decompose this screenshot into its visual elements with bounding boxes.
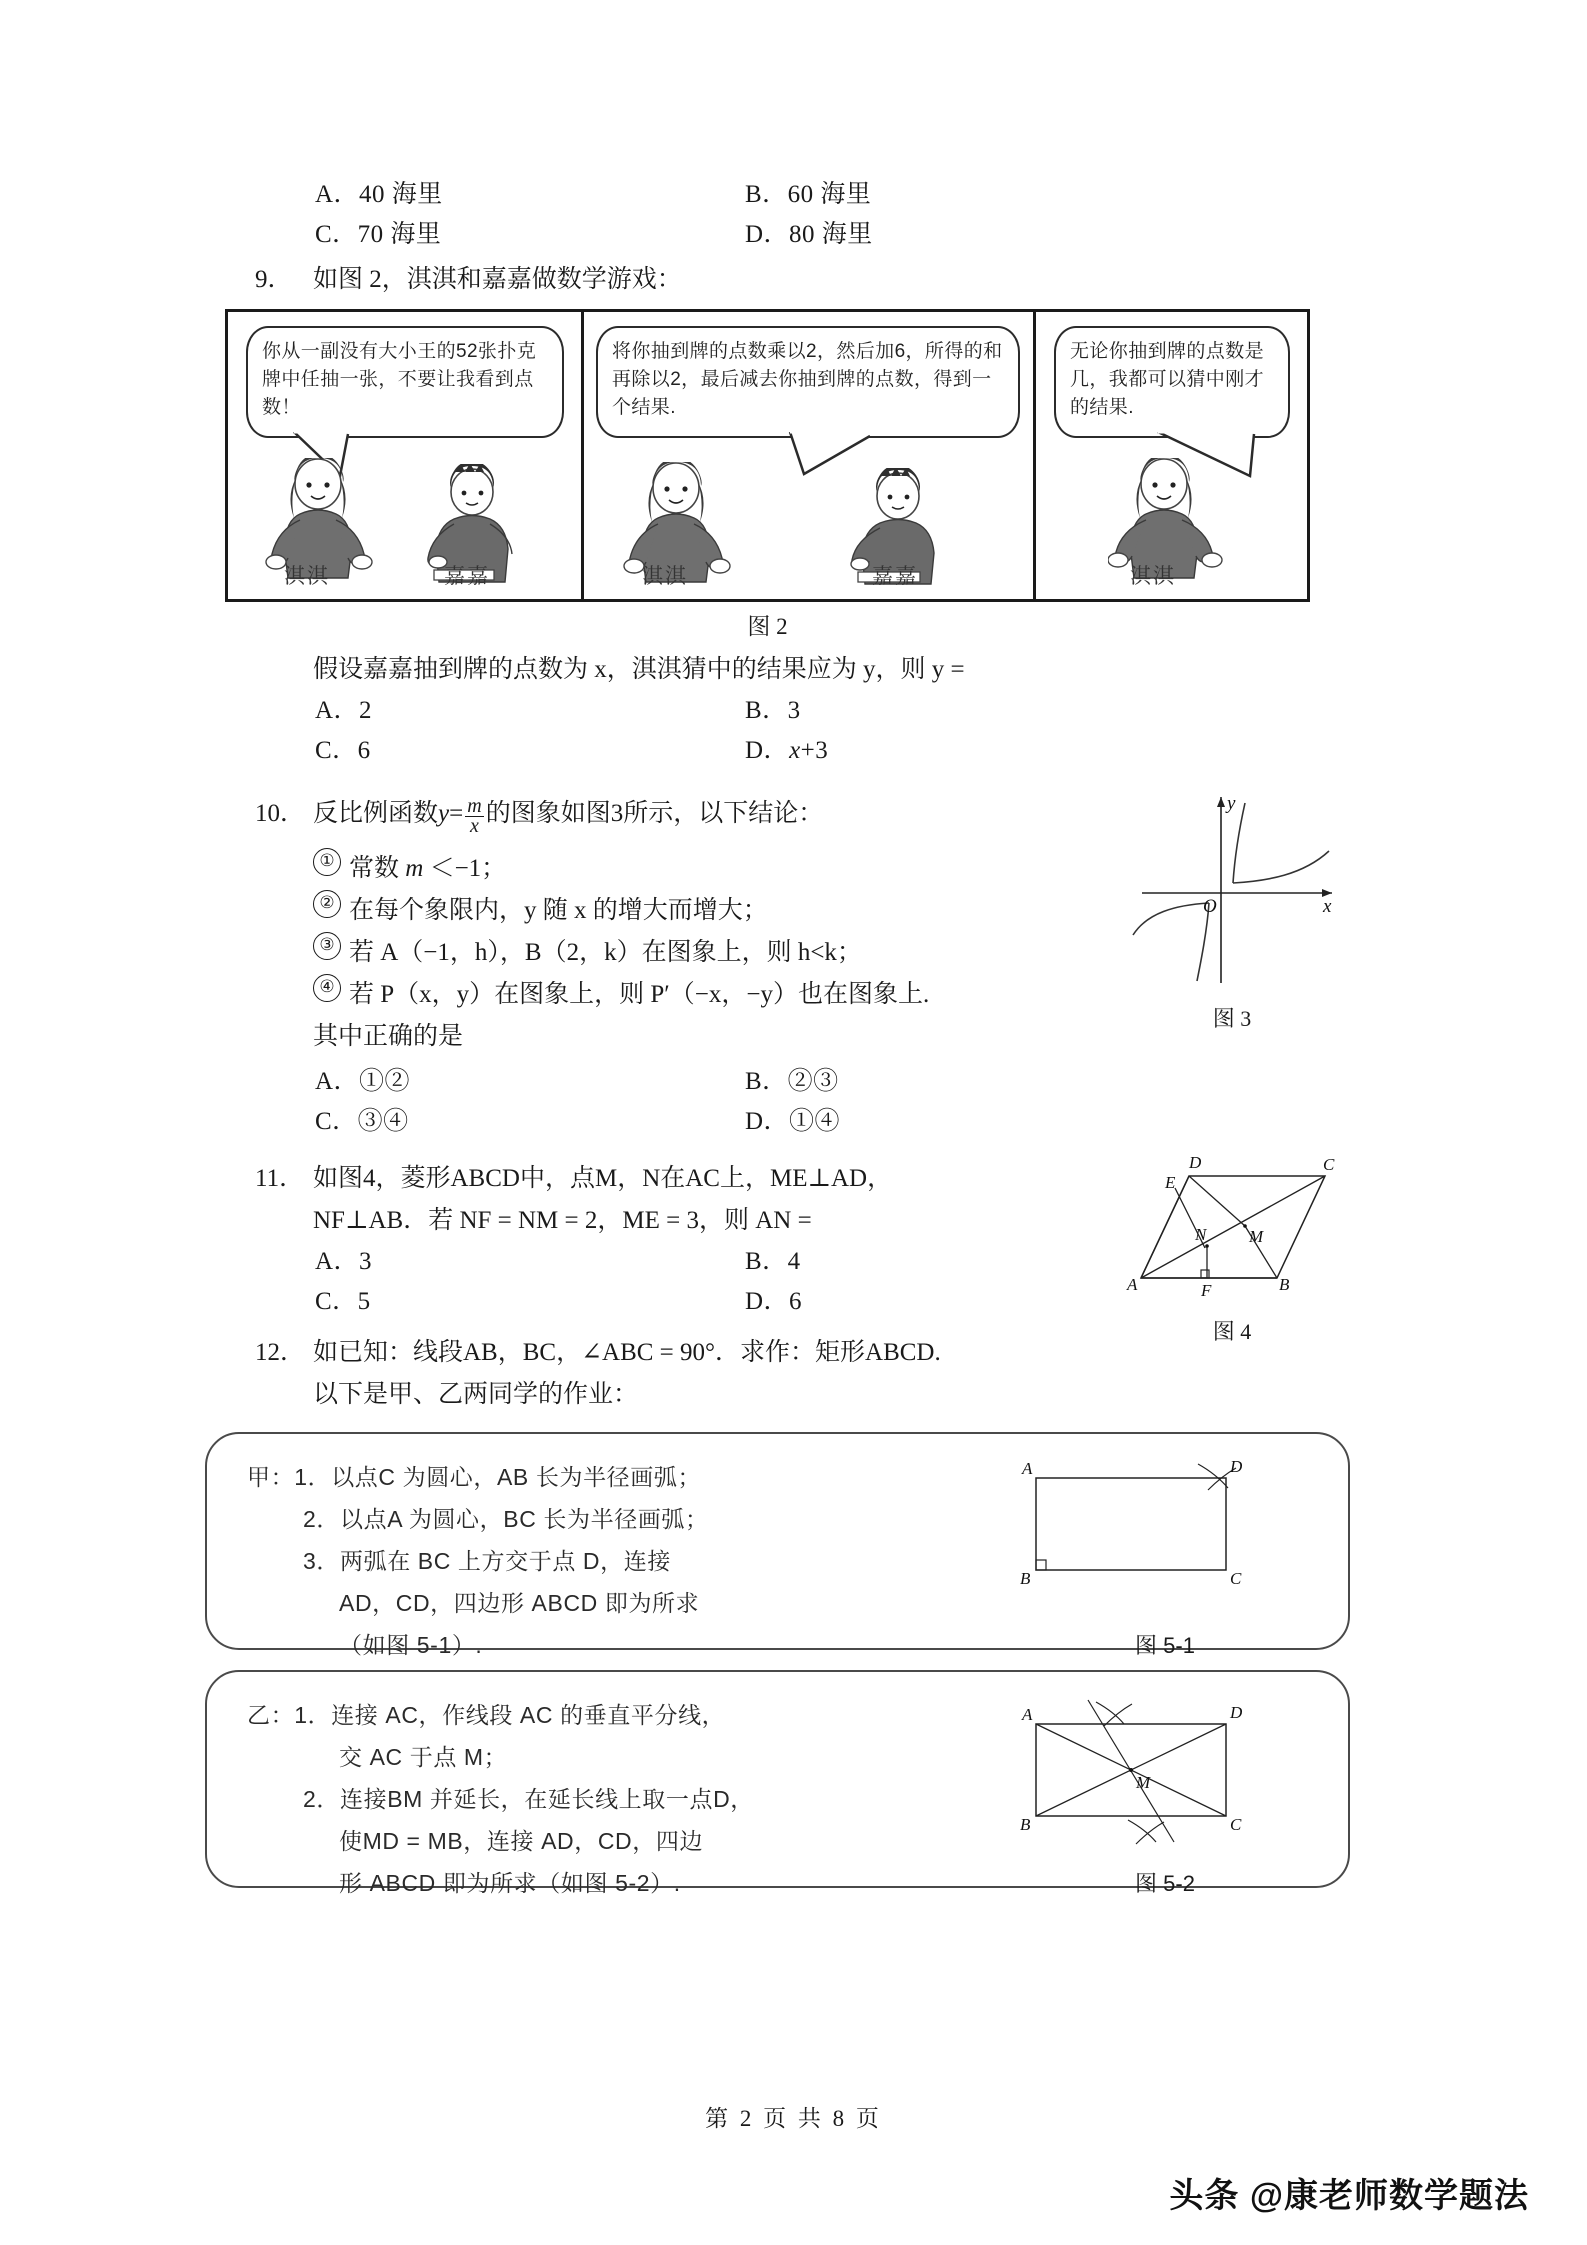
q10-option-row-1 xyxy=(255,1062,1345,1102)
figure5-2-caption: 图 5-2 xyxy=(1135,1871,1195,1896)
figure4-caption: 图 4 xyxy=(1212,1319,1252,1344)
solution-jia-step-1: 甲：1．以点C 为圆心，AB 长为半径画弧； xyxy=(247,1464,702,1490)
q10-option-d: D．①④ xyxy=(745,1108,841,1135)
page-footer: 第 2 页 共 8 页 xyxy=(705,2106,882,2131)
solution-yi-step-2: 交 AC 于点 M； xyxy=(339,1744,508,1770)
comic-panel-3-label: 淇淇 xyxy=(1130,565,1176,588)
solution-yi-step-1: 乙：1．连接 AC，作线段 AC 的垂直平分线， xyxy=(247,1702,726,1728)
svg-text:M: M xyxy=(1249,1227,1264,1246)
q9-option-d: D．x+3 xyxy=(745,737,829,764)
svg-text:E: E xyxy=(1165,1173,1176,1192)
q10-fraction xyxy=(465,797,483,836)
q11-option-c: C．5 xyxy=(315,1288,371,1315)
comic-panel-1-label-left: 淇淇 xyxy=(284,565,330,588)
svg-text:C: C xyxy=(1323,1155,1335,1174)
comic-strip-figure2 xyxy=(225,309,1310,602)
q12-number: 12． xyxy=(255,1339,306,1366)
q9-option-b: B．3 xyxy=(745,697,801,724)
svg-text:A: A xyxy=(1022,1705,1033,1724)
solution-jia-text xyxy=(247,1456,1000,1666)
solution-yi-step-3: 2．连接BM 并延长，在延长线上取一点D， xyxy=(303,1786,754,1812)
q10-stem-pre: 反比例函数 xyxy=(313,800,439,827)
solution-jia-step-4: AD，CD，四边形 ABCD 即为所求 xyxy=(339,1590,700,1616)
q10-block xyxy=(255,793,1345,1142)
comic-panel-2-label-right: 嘉嘉 xyxy=(872,565,918,588)
q8-option-d: D．80 海里 xyxy=(745,221,873,248)
comic-panel-2 xyxy=(584,312,1036,599)
svg-text:A: A xyxy=(1022,1459,1033,1478)
svg-text:D: D xyxy=(1230,1703,1243,1722)
q10-tail: 其中正确的是 xyxy=(313,1023,464,1050)
figure4-rhombus xyxy=(1117,1148,1347,1346)
q10-item-3-marker: ③ xyxy=(313,932,341,960)
svg-text:N: N xyxy=(1195,1225,1207,1244)
q9-stem-text: 如图 2，淇淇和嘉嘉做数学游戏： xyxy=(313,266,682,293)
q8-option-a: A．40 海里 xyxy=(315,181,443,208)
q10-item-1-marker: ① xyxy=(313,848,341,876)
figure2-caption: 图 2 xyxy=(747,614,788,639)
figure3-hyperbola xyxy=(1117,785,1347,1033)
q10-fraction-denominator: x xyxy=(470,815,479,837)
solution-jia-step-3: 3．两弧在 BC 上方交于点 D，连接 xyxy=(303,1548,671,1574)
q10-number: 10． xyxy=(255,800,306,827)
speech-bubble-3: 无论你抽到牌的点数是几，我都可以猜中刚才的结果. xyxy=(1054,326,1290,438)
figure5-2 xyxy=(1000,1694,1330,1904)
q10-item-4-text: 若 P（x，y）在图象上，则 P′（−x，−y）也在图象上. xyxy=(349,981,930,1008)
svg-text:x: x xyxy=(1323,896,1332,917)
comic-panel-3 xyxy=(1036,312,1304,599)
svg-text:D: D xyxy=(1189,1153,1202,1172)
q10-item-1-text: 常数 m ＜−1； xyxy=(349,855,507,882)
q10-stem-post: 的图象如图3所示，以下结论： xyxy=(485,800,824,827)
q10-fraction-numerator: m xyxy=(467,795,482,817)
figure5-1-graph-icon xyxy=(1000,1456,1300,1606)
q11-line1: 如图4，菱形ABCD中，点M，N在AC上，ME⊥AD， xyxy=(313,1165,893,1192)
q9-option-c: C．6 xyxy=(315,737,371,764)
q10-option-a: A．①② xyxy=(315,1068,411,1095)
figure5-1-caption: 图 5-1 xyxy=(1135,1633,1195,1658)
q10-option-row-2 xyxy=(255,1102,1345,1142)
svg-text:A: A xyxy=(1127,1275,1138,1294)
q11-number: 11． xyxy=(255,1165,305,1192)
speech-bubble-2: 将你抽到牌的点数乘以2，然后加6，所得的和再除以2，最后减去你抽到牌的点数，得到一个结果. xyxy=(596,326,1020,438)
q10-item-3-text: 若 A（−1，h），B（2，k）在图象上，则 h<k； xyxy=(349,939,862,966)
q8-option-row-2 xyxy=(255,215,1345,255)
q9-number: 9． xyxy=(255,266,293,293)
solution-box-yi xyxy=(205,1670,1350,1896)
q9-option-row-2 xyxy=(255,731,1345,771)
page-content xyxy=(247,175,1345,1896)
q9-stem xyxy=(255,259,1345,301)
q8-option-row-1 xyxy=(255,175,1345,215)
speech-bubble-1: 你从一副没有大小王的52张扑克牌中任抽一张，不要让我看到点数！ xyxy=(246,326,564,438)
comic-panel-1-label-right: 嘉嘉 xyxy=(444,565,490,588)
figure5-2-graph-icon xyxy=(1000,1694,1300,1854)
q11-block xyxy=(255,1153,1345,1344)
q12-line2: 以下是甲、乙两同学的作业： xyxy=(313,1381,639,1408)
figure5-1 xyxy=(1000,1456,1330,1666)
q10-option-c: C．③④ xyxy=(315,1108,409,1135)
svg-text:O: O xyxy=(1203,896,1217,917)
q11-option-a: A．3 xyxy=(315,1248,373,1275)
svg-text:M: M xyxy=(1136,1773,1151,1792)
svg-text:C: C xyxy=(1230,1815,1242,1834)
solution-box-jia xyxy=(205,1432,1350,1658)
svg-text:B: B xyxy=(1020,1569,1031,1588)
q10-item-4-marker: ④ xyxy=(313,974,341,1002)
comic-panel-1 xyxy=(228,312,584,599)
solution-yi-text xyxy=(247,1694,1000,1904)
watermark: 头条 @康老师数学题法 xyxy=(1169,2177,1529,2215)
q8-option-c: C．70 海里 xyxy=(315,221,442,248)
svg-text:C: C xyxy=(1230,1569,1242,1588)
q11-option-d: D．6 xyxy=(745,1288,803,1315)
q12-block xyxy=(247,1332,1345,1896)
solution-yi-step-4: 使MD = MB，连接 AD，CD，四边 xyxy=(339,1828,704,1854)
figure3-graph-icon xyxy=(1117,785,1347,995)
q10-eq-sign: = xyxy=(449,800,464,827)
solution-jia-step-5: （如图 5-1）. xyxy=(339,1632,483,1658)
q9-option-row-1 xyxy=(255,691,1345,731)
q8-option-b: B．60 海里 xyxy=(745,181,872,208)
q10-option-b: B．②③ xyxy=(745,1068,839,1095)
q11-option-b: B．4 xyxy=(745,1248,801,1275)
svg-text:y: y xyxy=(1227,793,1236,814)
q10-item-2-text: 在每个象限内，y 随 x 的增大而增大； xyxy=(349,897,768,924)
figure4-graph-icon xyxy=(1117,1148,1347,1308)
solution-yi-step-5: 形 ABCD 即为所求（如图 5-2）. xyxy=(339,1870,681,1896)
q12-line1: 如已知：线段AB，BC，∠ABC = 90°．求作：矩形ABCD. xyxy=(313,1339,941,1366)
solution-jia-step-2: 2．以点A 为圆心，BC 长为半径画弧； xyxy=(303,1506,709,1532)
svg-text:F: F xyxy=(1201,1281,1212,1300)
q9-option-a: A．2 xyxy=(315,697,373,724)
q11-line2: NF⊥AB．若 NF = NM = 2，ME = 3，则 AN = xyxy=(313,1207,812,1234)
comic-panel-2-label-left: 淇淇 xyxy=(642,565,688,588)
svg-text:D: D xyxy=(1230,1457,1243,1476)
q10-var-y: y xyxy=(438,800,450,827)
figure3-caption: 图 3 xyxy=(1212,1006,1252,1031)
q10-item-2-marker: ② xyxy=(313,890,341,918)
svg-text:B: B xyxy=(1020,1815,1031,1834)
svg-text:B: B xyxy=(1279,1275,1290,1294)
q9-question-text: 假设嘉嘉抽到牌的点数为 x，淇淇猜中的结果应为 y，则 y = xyxy=(313,656,965,683)
